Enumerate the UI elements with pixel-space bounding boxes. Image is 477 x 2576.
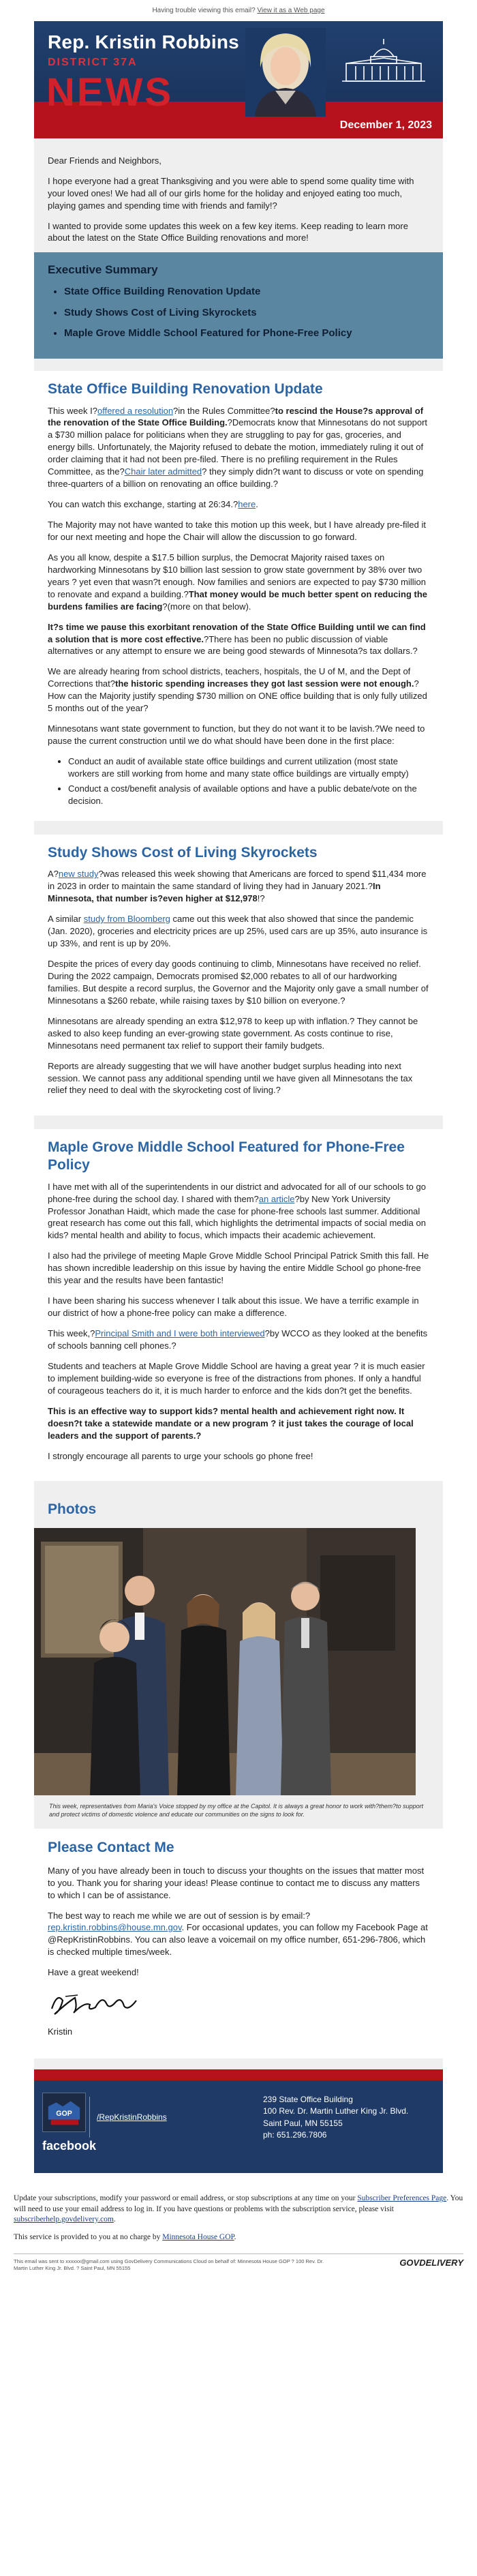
intro-paragraph-1: I hope everyone had a great Thanksgiving and you were able to spend some quality time with your loved ones! We had all of our girls home for the holiday and enjoyed eating too much, playing games and spending time with friends and family!? — [48, 175, 414, 211]
sob-paragraph-7: Minnesotans want state government to function, but they do not want it to be lavish.?We need to pause the current construction until we do what should have been done in the first place: — [48, 723, 425, 747]
legal-footer — [0, 2173, 477, 2243]
text: This week I? — [48, 405, 97, 416]
emphasis: This is an effective way to support kids? mental health and achievement right now. It doesn?t take a statewide mandate or a new program ? it just takes the courage of local leaders and the support of parents.? — [48, 1405, 414, 1441]
signoff-name: Kristin — [48, 2026, 73, 2037]
emphasis: It?s time we pause this exorbitant renovation of the State Office Building until we can find a solution that is more cost effective. — [48, 621, 426, 644]
email-link[interactable]: rep.kristin.robbins@house.mn.gov — [48, 1922, 182, 1933]
mg-paragraph-6 — [48, 1405, 429, 1442]
new-study-link[interactable]: new study — [58, 869, 99, 880]
text: A? — [48, 869, 59, 880]
mg-title: Maple Grove Middle School Featured for Phone-Free Policy — [48, 1139, 405, 1173]
text: This service is provided to you at no charge by — [14, 2232, 163, 2241]
fine-print-text: This email was sent to xxxxxx@gmail.com using GovDelivery Communications Cloud on behalf of: Minnesota House GOP ? 100 Rev. Dr. Martin Luther King Jr. Blvd. ? Saint Paul, MN 55155 — [14, 2258, 324, 2272]
resolution-link[interactable]: offered a resolution — [97, 405, 174, 416]
sob-paragraph-2 — [48, 498, 429, 511]
executive-summary-title: Executive Summary — [48, 263, 158, 277]
newsletter-container — [34, 21, 443, 2173]
mg-paragraph-2: I also had the privilege of meeting Maple Grove Middle School Principal Patrick Smith this fall. He has shown incredible leadership on this issue by having the entire Middle School go phone-free this year and the results have been fantastic! — [48, 1250, 429, 1286]
representative-name: Rep. Kristin Robbins — [48, 31, 239, 53]
sob-section — [34, 371, 443, 821]
facebook-wordmark: facebook — [42, 2139, 97, 2153]
maple-grove-section — [34, 1129, 443, 1481]
summary-item: • Maple Grove Middle School Featured for Phone-Free Policy — [64, 327, 429, 341]
text: Update your subscriptions, modify your password or email address, or stop subscriptions at any time on your — [14, 2194, 358, 2203]
group-photo — [34, 1528, 416, 1795]
text: You can watch this exchange, starting at 26:34.? — [48, 499, 238, 510]
address-line-3: Saint Paul, MN 55155 — [263, 2118, 343, 2128]
view-web-page-link[interactable]: View it as a Web page — [257, 7, 325, 14]
sob-title: State Office Building Renovation Update — [48, 380, 323, 397]
intro-paragraph-2: I wanted to provide some updates this week on a few key items. Keep reading to learn more about the latest on the State Office Building renovations and more! — [48, 220, 408, 243]
emphasis: In Minnesota, that number is?even higher at $12,978 — [48, 881, 381, 904]
mg-paragraph-1 — [48, 1181, 429, 1242]
mg-paragraph-5: Students and teachers at Maple Grove Middle School are having a great year ? it is much easier to implement building-wide so everyone is free of the distractions from phones. If only a handful of courageous teachers do it, it is much harder to enforce and the kids don?t get the benefits. — [48, 1360, 425, 1396]
intro-section — [34, 138, 443, 245]
text: ?was released this week showing that Americans are forced to spend $11,434 more in 2023 in order to maintain the same standard of living they had in January 2021.? — [48, 869, 427, 892]
summary-item: • State Office Building Renovation Update — [64, 285, 429, 299]
contact-paragraph-2 — [48, 1910, 429, 1959]
chair-admitted-link[interactable]: Chair later admitted — [124, 466, 202, 477]
text: ?in the Rules Committee? — [173, 405, 275, 416]
bloomberg-study-link[interactable]: study from Bloomberg — [83, 914, 170, 925]
fine-print — [14, 2253, 463, 2270]
office-address — [263, 2094, 408, 2142]
footer-red-strip — [34, 2069, 443, 2080]
emphasis: the historic spending increases they got last session were not enough. — [115, 678, 414, 689]
contact-section — [34, 1829, 443, 2058]
footer-separator — [89, 2097, 90, 2138]
text: . You will need to use your email address to log in. If you have questions or problems with the subscription service, please visit — [14, 2194, 463, 2213]
text: ?How can the Majority justify spending $730 million on ONE office building that is only fully utilized 5 months out of the year? — [48, 678, 427, 714]
footer-band — [34, 2069, 443, 2173]
news-wordmark: NEWS — [46, 70, 173, 115]
text: ?There has been no public discussion of viable alternatives or any attempt to ensure we are being good stewards of Minnesota?s tax dollars.? — [48, 633, 418, 657]
text: . — [234, 2232, 236, 2241]
summary-list — [48, 285, 429, 341]
contact-paragraph-3: Have a great weekend! — [48, 1967, 139, 1978]
cost-of-living-section — [34, 835, 443, 1116]
summary-item: • Study Shows Cost of Living Skyrockets — [64, 306, 429, 320]
subscriber-preferences-link[interactable]: Subscriber Preferences Page — [357, 2194, 447, 2203]
list-item: • Conduct an audit of available state office buildings and current utilization (most state workers are still working from home and many state office buildings are virtually empty) — [68, 755, 429, 780]
text: . — [256, 499, 258, 510]
col-paragraph-5: Reports are already suggesting that we will have another budget surplus heading into next session. We cannot pass any additional spending until we have given all Minnesotans the tax relief they need to deal with the skyrocketing cost of living.? — [48, 1060, 413, 1096]
sob-paragraph-3: The Majority may not have wanted to take this motion up this week, but I have already pre-filed it for our next meeting and hope the Chair will allow the discussion to go forward. — [48, 520, 426, 542]
sob-bullets — [48, 755, 429, 807]
text: ?by New York University Professor Jonathan Haidt, which made the case for phone-free schools last summer. Additional great research has come out this fall, which highlights the detrimental impacts of social media on kids? mental health and ability to focus, which impacts their academic achievement. — [48, 1193, 426, 1241]
text: As you all know, despite a $17.5 billion surplus, the Democrat Majority raised taxes on hardworking Minnesotans by $10 billion last session to grow state government by 38% over two years ? yet even that wasn?t enough. Now families and seniors are expected to pay $730 million to renovate and expand a building.? — [48, 552, 426, 599]
sob-paragraph-4 — [48, 552, 429, 613]
col-title: Study Shows Cost of Living Skyrockets — [48, 844, 318, 860]
house-gop-link[interactable]: Minnesota House GOP — [162, 2232, 234, 2241]
text: ?by WCCO as they looked at the benefits of schools banning cell phones.? — [48, 1328, 428, 1351]
photos-section — [34, 1495, 443, 1828]
sob-paragraph-1 — [48, 405, 429, 491]
address-line-2: 100 Rev. Dr. Martin Luther King Jr. Blvd. — [263, 2106, 409, 2116]
text: came out this week that also showed that since the pandemic (Jan. 2020), groceries and electricity prices are up 25%, used cars are up 35%, auto insurance is up 33%, and rent is up by 20%. — [48, 914, 428, 949]
col-paragraph-4: Minnesotans are already spending an extra $12,978 to keep up with inflation.? They cannot be asked to also keep funding an ever-growing state government. As costs continue to rise, Minnesotans need permanent tax relief to support their family budgets. — [48, 1015, 418, 1051]
legal-paragraph-1 — [14, 2193, 463, 2226]
capitol-icon — [333, 35, 435, 89]
signature-image — [48, 1988, 143, 2018]
col-paragraph-1 — [48, 868, 429, 905]
view-in-browser-note — [0, 0, 477, 21]
watch-here-link[interactable]: here — [238, 499, 256, 510]
issue-date: December 1, 2023 — [339, 119, 432, 131]
text: !? — [257, 893, 265, 904]
contact-paragraph-1: Many of you have already been in touch to discuss your thoughts on the issues that matter most to you. Thank you for sharing your ideas! Please continue to contact me to discuss any matters to which I can be of assistance. — [48, 1865, 425, 1900]
photo-caption: This week, representatives from Maria's Voice stopped by my office at the Capitol. It is always a great honor to work with?them?to support and protect victims of domestic violence and educate our communities on the signs to look for. — [49, 1803, 424, 1818]
interview-link[interactable]: Principal Smith and I were both interviewed — [95, 1328, 265, 1338]
text: The best way to reach me while we are out of session is by email:? — [48, 1910, 311, 1921]
text: ? they simply didn?t want to discuss or vote on spending three-quarters of a billion on renovating an office building.? — [48, 466, 424, 490]
photos-title: Photos — [48, 1501, 97, 1518]
portrait-photo — [245, 28, 326, 117]
subscriber-help-link[interactable]: subscriberhelp.govdelivery.com — [14, 2215, 114, 2224]
mg-paragraph-3: I have been sharing his success whenever I talk about this issue. We have a terrific example in our district of how a phone-free policy can make a difference. — [48, 1296, 419, 1319]
executive-summary — [34, 252, 443, 359]
text: . — [113, 2215, 116, 2224]
view-note-text: Having trouble viewing this email? — [152, 7, 258, 14]
text: A similar — [48, 914, 84, 925]
text: We are already hearing from school districts, teachers, hospitals, the U of M, and the Dept of Corrections that? — [48, 666, 411, 689]
mg-paragraph-7: I strongly encourage all parents to urge your schools go phone free! — [48, 1450, 313, 1461]
contact-title: Please Contact Me — [48, 1839, 174, 1855]
govdelivery-logo: GOVDELIVERY — [399, 2258, 463, 2268]
mg-paragraph-4 — [48, 1328, 429, 1352]
text: ?Democrats know that Minnesotans do not support a $730 million palace for politicians when they are struggling to pay for gas, groceries, and energy bills. Unfortunately, the Majority refused to debate the motion, immediately ruling it out of order claiming that it had not been pre-filed. There is no prefiling requirement in the Rules Committee, as the? — [48, 417, 428, 477]
text: ?(more on that below). — [162, 601, 251, 612]
text: I have met with all of the superintendents in our district and advocated for all of our schools to go phone-free during the school day. I shared with them? — [48, 1181, 426, 1204]
article-link[interactable]: an article — [258, 1193, 295, 1204]
text: . For occasional updates, you can follow my Facebook Page at @RepKristinRobbins. You can also leave a voicemail on my office number, 651-296-7806, which is checked multiple times/week. — [48, 1922, 428, 1958]
header-banner — [34, 21, 443, 138]
text: This week,? — [48, 1328, 95, 1338]
phone-number: ph: 651.296.7806 — [263, 2130, 327, 2140]
district-label: DISTRICT 37A — [48, 56, 138, 68]
address-line-1: 239 State Office Building — [263, 2095, 353, 2105]
sob-paragraph-5 — [48, 621, 429, 658]
list-item: • Conduct a cost/benefit analysis of available options and have a public debate/vote on the decision. — [68, 783, 429, 807]
emphasis: That money would be much better spent on reducing the burdens families are facing — [48, 588, 428, 612]
house-gop-logo — [42, 2093, 86, 2132]
emphasis: to rescind the House?s approval of the renovation of the State Office Building. — [48, 405, 424, 428]
greeting: Dear Friends and Neighbors, — [48, 155, 161, 166]
col-paragraph-2 — [48, 913, 429, 950]
facebook-page-link[interactable]: /RepKristinRobbins — [97, 2112, 167, 2123]
sob-paragraph-6 — [48, 665, 429, 715]
legal-paragraph-2 — [14, 2232, 463, 2243]
svg-text:GOP: GOP — [56, 2109, 72, 2118]
col-paragraph-3: Despite the prices of every day goods continuing to climb, Minnesotans have received no relief. During the 2022 campaign, Democrats promised $2,000 rebates to all of our hardworking families. But despite a record surplus, the Governor and the Majority only gave a small number of Minnesotans a $260 rebate, while raising taxes by $10 billion on everyone.? — [48, 959, 429, 1006]
